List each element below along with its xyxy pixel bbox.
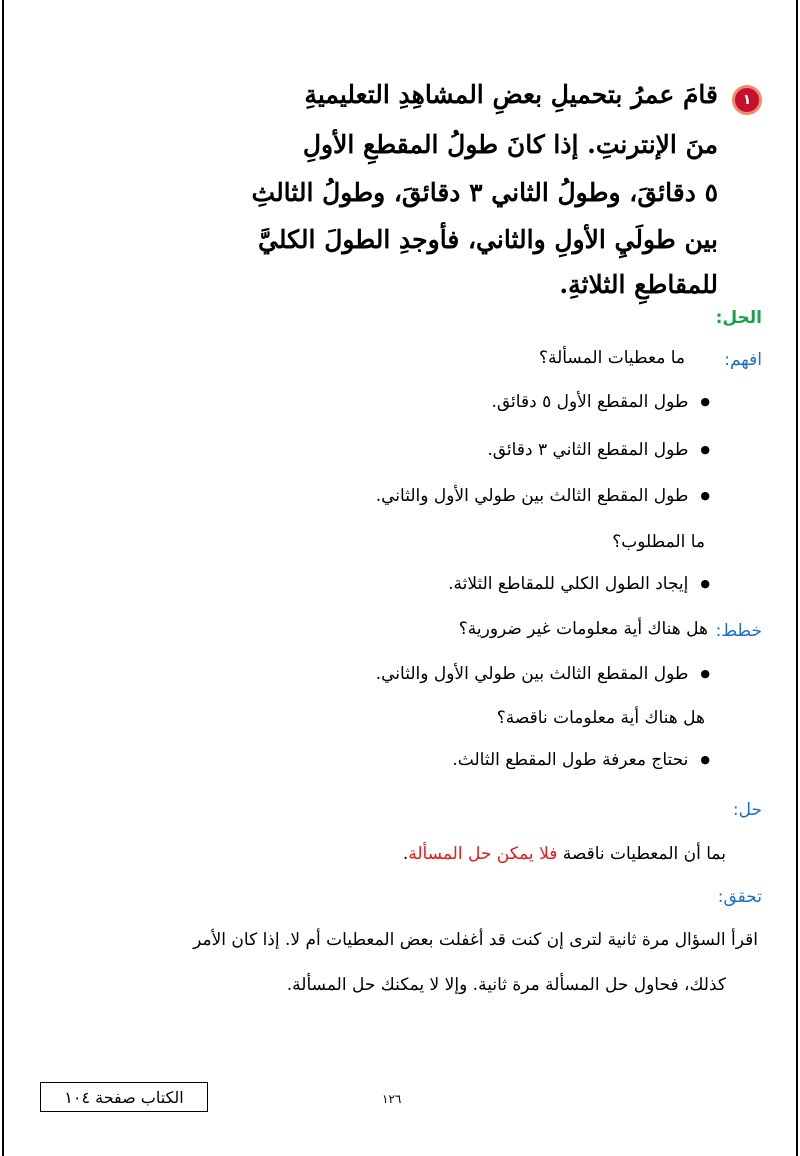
missing-item-text: نحتاج معرفة طول المقطع الثالث. <box>452 750 689 770</box>
question-line-5: للمقاطعِ الثلاثةِ. <box>559 270 718 299</box>
missing-item <box>452 750 710 770</box>
question-line-2: منَ الإنترنتِ. إذا كانَ طولُ المقطعِ الأولِ <box>302 130 718 159</box>
book-page-reference: الكتاب صفحة ١٠٤ <box>40 1082 208 1112</box>
solution-label: الحل: <box>715 308 762 328</box>
given-item-2 <box>487 440 710 460</box>
given-item-3 <box>376 486 710 506</box>
page-number: ١٢٦ <box>382 1092 402 1106</box>
solve-conclusion: فلا يمكن حل المسألة <box>408 844 558 864</box>
solve-text-end: . <box>402 844 409 864</box>
plan-question: هل هناك أية معلومات غير ضرورية؟ <box>458 619 708 639</box>
solve-text-start: بما أن المعطيات ناقصة <box>557 844 726 864</box>
plan-label: خطط: <box>715 621 762 641</box>
solve-label: حل: <box>732 800 762 820</box>
given-item-2-text: طول المقطع الثاني ٣ دقائق. <box>487 440 689 460</box>
check-label: تحقق: <box>717 887 762 907</box>
solve-text <box>403 844 726 864</box>
missing-question: هل هناك أية معلومات ناقصة؟ <box>496 708 705 728</box>
check-line-2: كذلك، فحاول حل المسألة مرة ثانية. وإلا لا يمكنك حل المسألة. <box>286 975 726 995</box>
given-item-1 <box>491 392 710 412</box>
question-number-badge: ١ <box>732 85 762 115</box>
required-question: ما المطلوب؟ <box>612 532 705 552</box>
given-item-1-text: طول المقطع الأول ٥ دقائق. <box>491 392 689 412</box>
unnecessary-item-text: طول المقطع الثالث بين طولي الأول والثاني. <box>375 664 689 684</box>
check-line-1: اقرأ السؤال مرة ثانية لترى إن كنت قد أغفلت بعض المعطيات أم لا. إذا كان الأمر <box>193 930 758 950</box>
question-line-4: بين طولَيِ الأولِ والثاني، فأوجدِ الطولَ الكليَّ <box>258 225 718 254</box>
required-item <box>448 574 710 594</box>
question-line-1: قامَ عمرُ بتحميلِ بعضِ المشاهِدِ التعليميةِ <box>304 80 718 109</box>
understand-label: افهم: <box>724 350 762 370</box>
understand-question: ما معطيات المسألة؟ <box>538 348 685 368</box>
question-line-3: ٥ دقائقَ، وطولُ الثاني ٣ دقائقَ، وطولُ الثالثِ <box>251 178 718 207</box>
given-item-3-text: طول المقطع الثالث بين طولي الأول والثاني. <box>375 486 689 506</box>
unnecessary-item <box>376 664 710 684</box>
required-item-text: إيجاد الطول الكلي للمقاطع الثلاثة. <box>448 574 689 594</box>
